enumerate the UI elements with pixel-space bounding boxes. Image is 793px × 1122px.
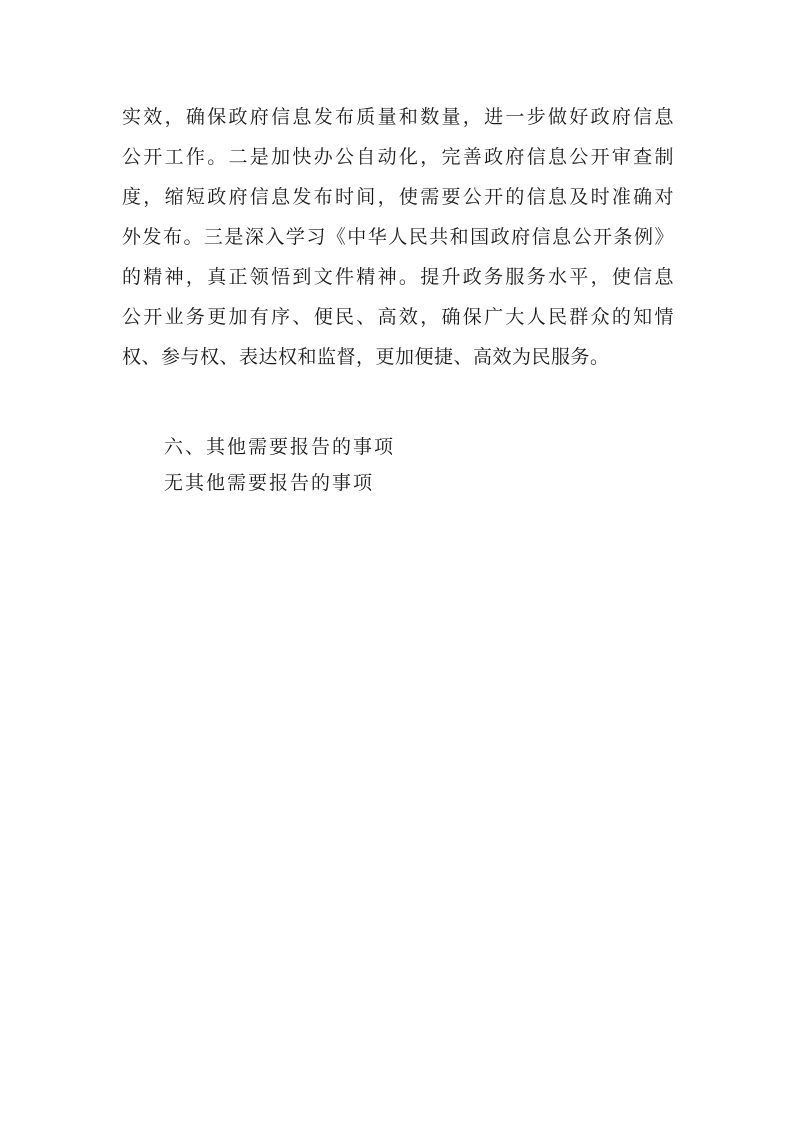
paragraph-line: 公开业务更加有序、便民、高效，确保广大人民群众的知情 <box>122 306 674 328</box>
paragraph-line: 权、参与权、表达权和监督，更加便捷、高效为民服务。 <box>122 346 610 368</box>
section-heading: 六、其他需要报告的事项 <box>164 436 396 458</box>
section-content: 无其他需要报告的事项 <box>164 472 375 494</box>
paragraph-line: 的精神，真正领悟到文件精神。提升政务服务水平，使信息 <box>122 266 674 288</box>
paragraph-line: 外发布。三是深入学习《中华人民共和国政府信息公开条例》 <box>122 226 674 248</box>
paragraph-line: 实效，确保政府信息发布质量和数量，进一步做好政府信息 <box>122 106 674 128</box>
paragraph-line: 度，缩短政府信息发布时间，使需要公开的信息及时准确对 <box>122 186 674 208</box>
paragraph-line: 公开工作。二是加快办公自动化，完善政府信息公开审查制 <box>122 146 674 168</box>
body-paragraph <box>122 97 674 377</box>
